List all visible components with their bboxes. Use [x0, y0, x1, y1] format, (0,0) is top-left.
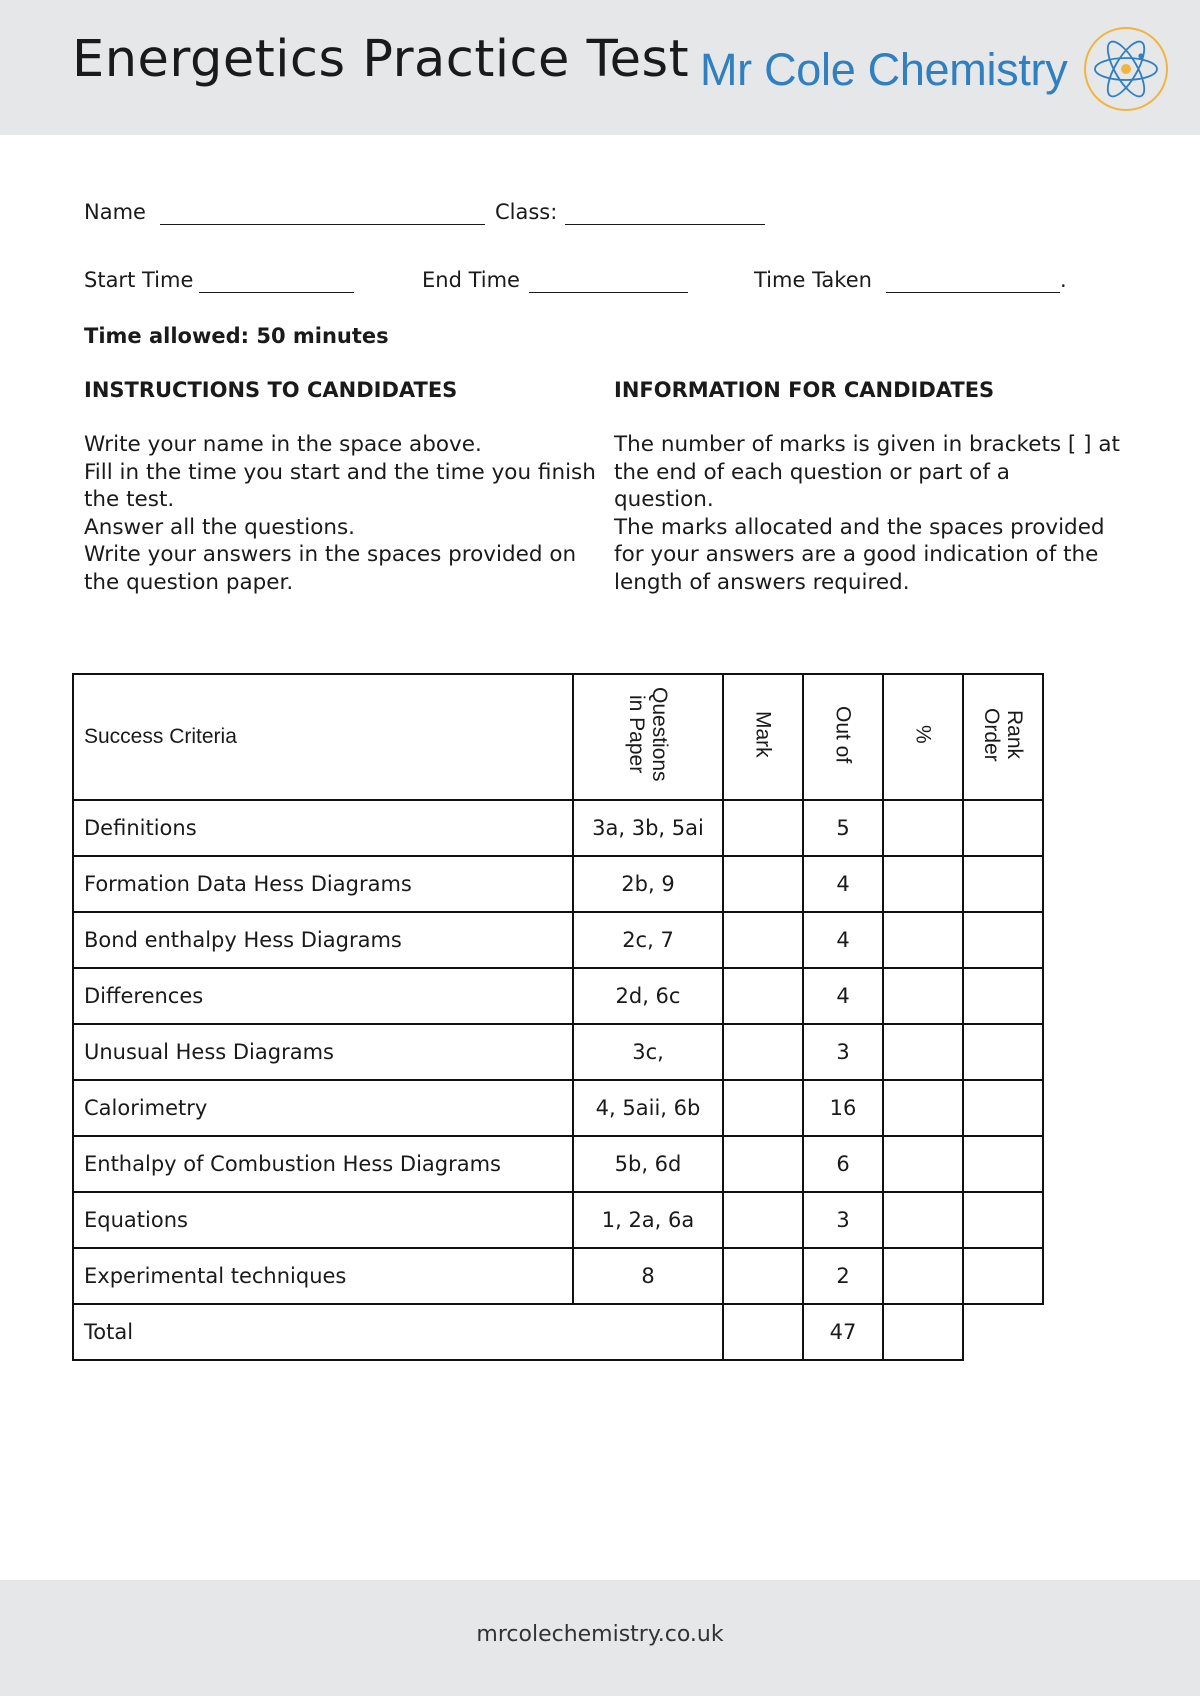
header-out-of-label: Out of [831, 705, 855, 764]
cell-percent[interactable] [883, 1080, 963, 1136]
cell-questions: 3a, 3b, 5ai [573, 800, 723, 856]
cell-questions: 1, 2a, 6a [573, 1192, 723, 1248]
cell-out-of: 3 [803, 1192, 883, 1248]
page-title: Energetics Practice Test [72, 30, 690, 89]
table-row [73, 1136, 1043, 1192]
information-line: The marks allocated and the spaces provided [614, 514, 1105, 540]
cell-out-of: 16 [803, 1080, 883, 1136]
instruction-line: the question paper. [84, 569, 294, 595]
cell-criteria: Calorimetry [73, 1080, 573, 1136]
cell-out-of: 5 [803, 800, 883, 856]
name-label: Name [84, 200, 146, 224]
cell-rank[interactable] [963, 1024, 1043, 1080]
information-line: The number of marks is given in brackets [ ] at [614, 432, 1120, 457]
cell-rank[interactable] [963, 856, 1043, 912]
information-line: the end of each question or part of a [614, 459, 1010, 485]
cell-percent[interactable] [883, 1136, 963, 1192]
cell-mark[interactable] [723, 912, 803, 968]
instruction-line: Write your name in the space above. [84, 432, 482, 457]
information-line: question. [614, 487, 714, 512]
total-empty-cell [963, 1304, 1043, 1360]
cell-percent[interactable] [883, 1024, 963, 1080]
cell-criteria: Definitions [73, 800, 573, 856]
name-class-row [0, 200, 1200, 230]
cell-out-of: 4 [803, 856, 883, 912]
cell-questions: 5b, 6d [573, 1136, 723, 1192]
cell-criteria: Formation Data Hess Diagrams [73, 856, 573, 912]
total-percent[interactable] [883, 1304, 963, 1360]
header-mark-label: Mark [751, 711, 775, 758]
instruction-line: Answer all the questions. [84, 514, 356, 540]
cell-mark[interactable] [723, 1192, 803, 1248]
instruction-line: the test. [84, 487, 175, 512]
table-header-row [73, 674, 1043, 800]
cell-criteria: Equations [73, 1192, 573, 1248]
time-taken-end: . [1060, 268, 1067, 292]
cell-out-of: 2 [803, 1248, 883, 1304]
total-out-of: 47 [803, 1304, 883, 1360]
cell-questions: 4, 5aii, 6b [573, 1080, 723, 1136]
time-allowed: Time allowed: 50 minutes [84, 324, 389, 348]
table-row [73, 968, 1043, 1024]
time-row [0, 268, 1200, 298]
cell-percent[interactable] [883, 968, 963, 1024]
cell-mark[interactable] [723, 1248, 803, 1304]
information-text [614, 431, 1134, 596]
start-time-field[interactable] [199, 292, 354, 293]
header-rank-label: Rank Order [980, 707, 1026, 762]
cell-mark[interactable] [723, 1136, 803, 1192]
instruction-line: Fill in the time you start and the time you finish [84, 459, 596, 485]
total-mark[interactable] [723, 1304, 803, 1360]
instructions-heading: INSTRUCTIONS TO CANDIDATES [84, 378, 458, 402]
time-taken-label: Time Taken [754, 268, 872, 292]
cell-rank[interactable] [963, 968, 1043, 1024]
cell-rank[interactable] [963, 1080, 1043, 1136]
cell-questions: 2b, 9 [573, 856, 723, 912]
end-time-field[interactable] [529, 292, 688, 293]
cell-out-of: 4 [803, 968, 883, 1024]
start-time-label: Start Time [84, 268, 194, 292]
cell-criteria: Experimental techniques [73, 1248, 573, 1304]
header-rank-order [963, 674, 1043, 800]
header-questions-label: Questions in Paper [625, 687, 671, 782]
cell-rank[interactable] [963, 1248, 1043, 1304]
cell-percent[interactable] [883, 912, 963, 968]
brand-name: Mr Cole Chemistry [700, 44, 1068, 95]
atom-icon [1083, 26, 1169, 112]
cell-rank[interactable] [963, 1192, 1043, 1248]
cell-criteria: Unusual Hess Diagrams [73, 1024, 573, 1080]
cell-criteria: Bond enthalpy Hess Diagrams [73, 912, 573, 968]
cell-criteria: Enthalpy of Combustion Hess Diagrams [73, 1136, 573, 1192]
information-heading: INFORMATION FOR CANDIDATES [614, 378, 995, 402]
success-criteria-table [72, 673, 1044, 1361]
cell-questions: 2c, 7 [573, 912, 723, 968]
cell-out-of: 4 [803, 912, 883, 968]
cell-mark[interactable] [723, 1080, 803, 1136]
cell-questions: 2d, 6c [573, 968, 723, 1024]
header-percent [883, 674, 963, 800]
header-questions [573, 674, 723, 800]
cell-percent[interactable] [883, 856, 963, 912]
class-field[interactable] [565, 224, 765, 225]
table-row [73, 1192, 1043, 1248]
cell-percent[interactable] [883, 1192, 963, 1248]
time-taken-field[interactable] [886, 292, 1060, 293]
cell-out-of: 6 [803, 1136, 883, 1192]
cell-mark[interactable] [723, 856, 803, 912]
header-banner [0, 0, 1200, 135]
table-row [73, 1080, 1043, 1136]
header-out-of [803, 674, 883, 800]
header-mark [723, 674, 803, 800]
footer-url[interactable]: mrcolechemistry.co.uk [476, 1622, 724, 1647]
footer-banner [0, 1580, 1200, 1696]
table-row [73, 912, 1043, 968]
cell-mark[interactable] [723, 968, 803, 1024]
total-label: Total [73, 1304, 723, 1360]
table-row [73, 856, 1043, 912]
table-row [73, 1248, 1043, 1304]
cell-mark[interactable] [723, 1024, 803, 1080]
cell-percent[interactable] [883, 800, 963, 856]
table-row [73, 800, 1043, 856]
header-success-criteria: Success Criteria [73, 674, 573, 800]
table-row [73, 1024, 1043, 1080]
information-line: for your answers are a good indication of the [614, 542, 1099, 567]
name-field[interactable] [160, 224, 485, 225]
cell-criteria: Differences [73, 968, 573, 1024]
class-label: Class: [495, 200, 558, 224]
total-row [73, 1304, 1043, 1360]
cell-rank[interactable] [963, 800, 1043, 856]
end-time-label: End Time [422, 268, 520, 292]
cell-rank[interactable] [963, 912, 1043, 968]
instruction-line: Write your answers in the spaces provided on [84, 542, 577, 567]
cell-questions: 8 [573, 1248, 723, 1304]
information-line: length of answers required. [614, 569, 910, 595]
header-percent-label: % [911, 725, 935, 744]
cell-rank[interactable] [963, 1136, 1043, 1192]
cell-mark[interactable] [723, 800, 803, 856]
cell-questions: 3c, [573, 1024, 723, 1080]
cell-out-of: 3 [803, 1024, 883, 1080]
instructions-text [84, 431, 594, 596]
cell-percent[interactable] [883, 1248, 963, 1304]
